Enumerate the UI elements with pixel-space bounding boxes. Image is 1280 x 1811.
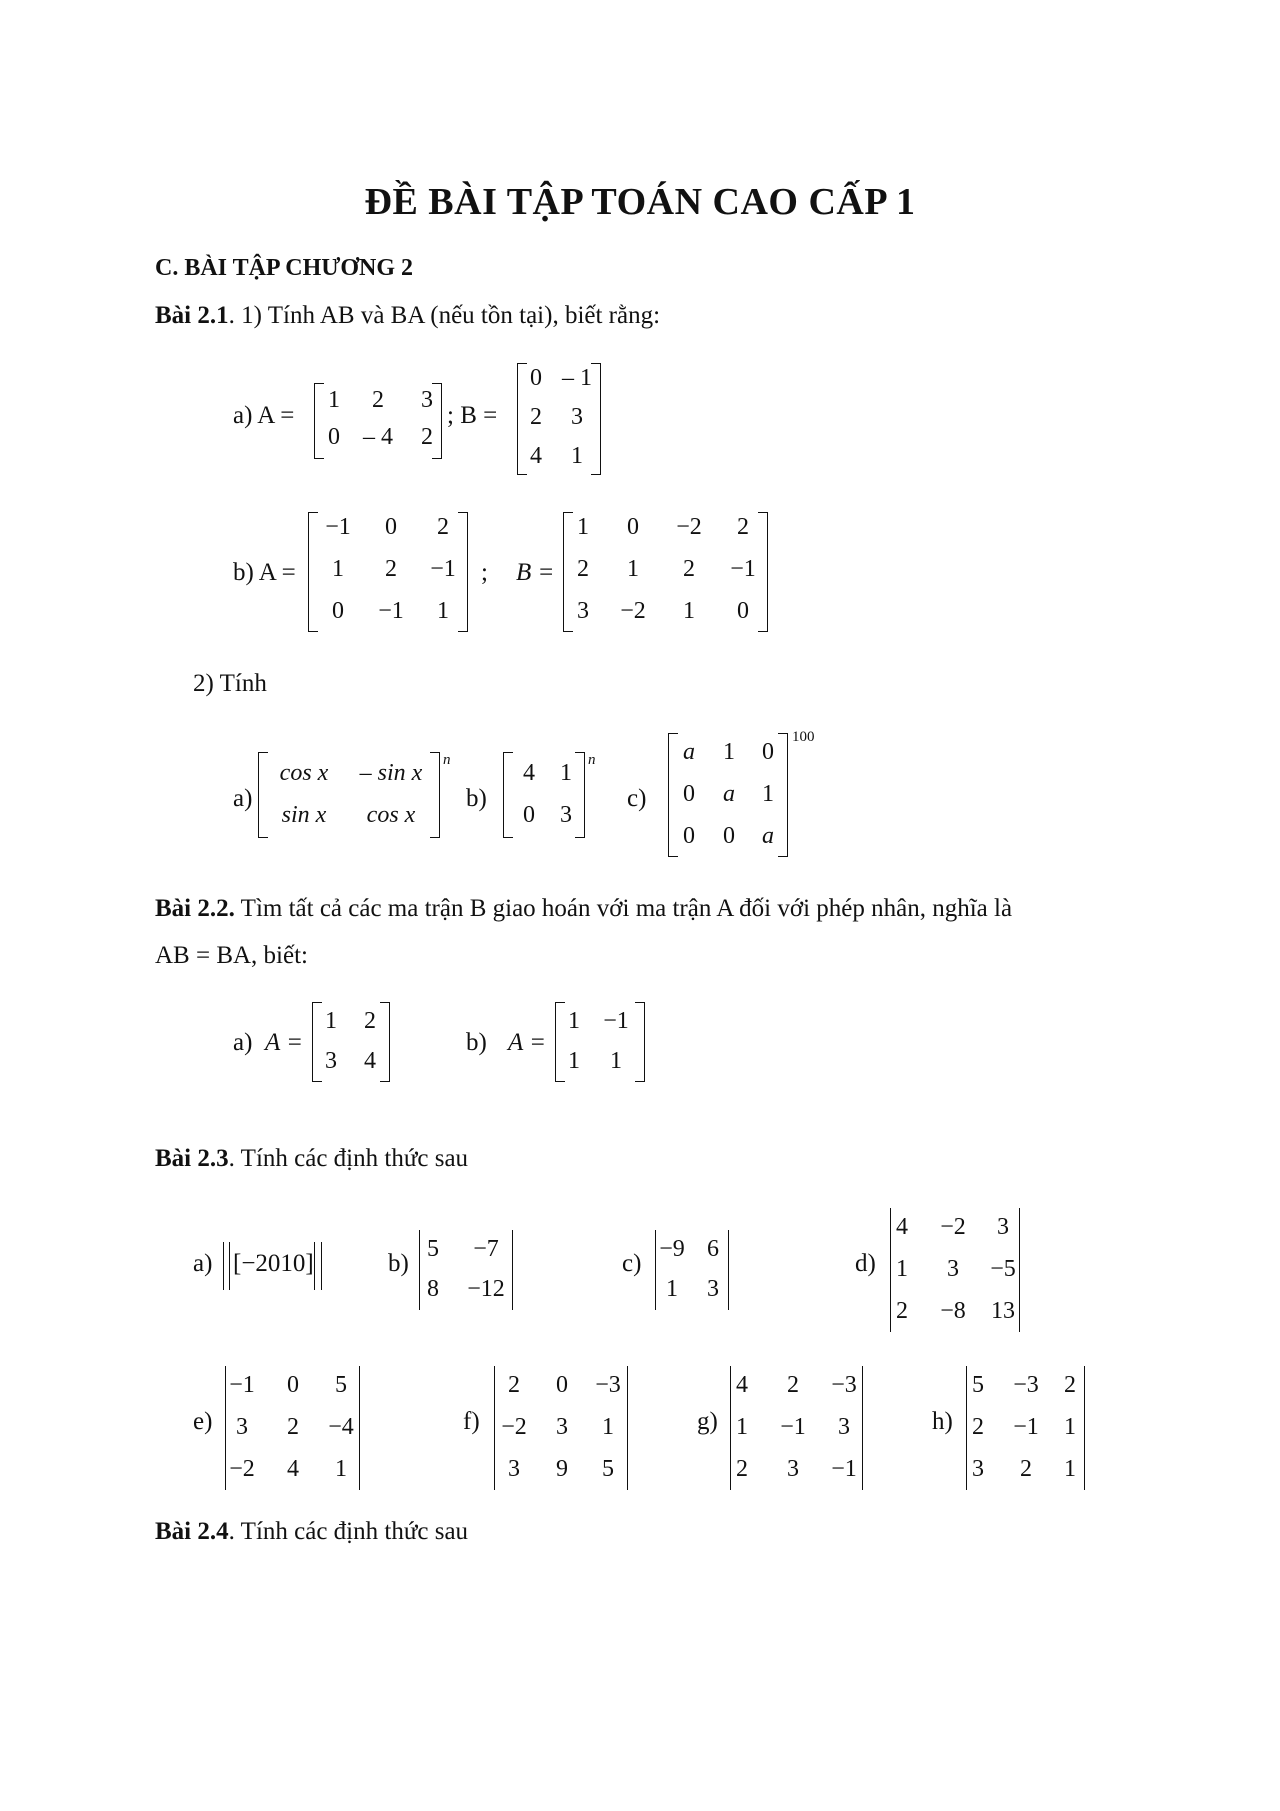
ex-2-1-label: Bài 2.1 (155, 302, 229, 329)
matrix-2-1a-A (314, 383, 442, 459)
matrix-cell: 2 (364, 1008, 376, 1034)
matrix-cell: 13 (991, 1298, 1015, 1324)
ex-2-4-label: Bài 2.4 (155, 1518, 229, 1545)
det-2-3g (730, 1366, 863, 1490)
matrix-cell: 3 (421, 387, 433, 413)
ex-2-3h-label: h) (932, 1408, 953, 1435)
ex-2-3g-label: g) (697, 1408, 718, 1435)
matrix-cell: 1 (610, 1048, 622, 1074)
matrix-cell: 3 (577, 598, 589, 624)
ex-2-1b-B-label: B = (516, 559, 555, 586)
matrix-cell: 1 (568, 1008, 580, 1034)
det-2-3a-value: [−2010] (233, 1250, 314, 1277)
matrix-cell: 0 (683, 823, 695, 849)
matrix-cell: 3 (787, 1456, 799, 1482)
ex-2-1-p2a-label: a) (233, 785, 253, 812)
matrix-cell: 0 (556, 1372, 568, 1398)
matrix-cell: 0 (385, 514, 397, 540)
matrix-cell: 0 (627, 514, 639, 540)
matrix-cell: −5 (990, 1256, 1016, 1282)
bracket-right (430, 752, 440, 838)
matrix-cell: 0 (683, 781, 695, 807)
matrix-cell: 1 (666, 1276, 678, 1302)
matrix-cell: 4 (287, 1456, 299, 1482)
matrix-2-1-p2a (258, 752, 440, 838)
ex-2-4-statement (155, 1518, 468, 1546)
ex-2-1-part2: 2) Tính (193, 670, 267, 697)
matrix-cell: −1 (730, 556, 756, 582)
matrix-cell: 3 (972, 1456, 984, 1482)
ex-2-3f-label: f) (463, 1408, 480, 1435)
section-heading: C. BÀI TẬP CHƯƠNG 2 (155, 255, 414, 281)
matrix-cell: 1 (332, 556, 344, 582)
matrix-cell: 1 (328, 387, 340, 413)
matrix-cell: 0 (287, 1372, 299, 1398)
matrix-cell: 0 (328, 424, 340, 450)
matrix-cell: 9 (556, 1456, 568, 1482)
matrix-cell: 1 (1064, 1456, 1076, 1482)
matrix-2-2a (312, 1002, 390, 1082)
matrix-cell: −1 (325, 514, 351, 540)
ex-2-1-p2c-label: c) (627, 785, 647, 812)
exp-2-1-p2a: n (443, 752, 451, 768)
matrix-cell: a (723, 781, 735, 807)
ex-2-2-label: Bài 2.2. (155, 895, 235, 922)
matrix-cell: 0 (530, 365, 542, 391)
matrix-cell: −4 (328, 1414, 354, 1440)
matrix-cell: 3 (997, 1214, 1009, 1240)
matrix-cell: 6 (707, 1236, 719, 1262)
matrix-cell: 3 (707, 1276, 719, 1302)
ex-2-3b-label: b) (388, 1250, 409, 1277)
matrix-cell: 4 (523, 760, 535, 786)
matrix-cell: 2 (421, 424, 433, 450)
ex-2-3e-label: e) (193, 1408, 213, 1435)
matrix-cell: 1 (577, 514, 589, 540)
matrix-2-1-p2b (503, 752, 585, 838)
ex-2-2b-A: A = (508, 1029, 546, 1056)
matrix-cell: 8 (427, 1276, 439, 1302)
ex-2-2b-label: b) (466, 1029, 487, 1056)
matrix-cell: cos x (366, 802, 416, 828)
matrix-cell: 5 (972, 1372, 984, 1398)
matrix-cell: 1 (1064, 1414, 1076, 1440)
matrix-cell: 4 (896, 1214, 908, 1240)
ex-2-3d-label: d) (855, 1250, 876, 1277)
matrix-cell: 1 (568, 1048, 580, 1074)
matrix-2-1-p2c (668, 733, 788, 857)
matrix-cell: 2 (787, 1372, 799, 1398)
matrix-cell: 0 (332, 598, 344, 624)
matrix-cell: −1 (229, 1372, 255, 1398)
matrix-cell: −1 (603, 1008, 629, 1034)
matrix-cell: 3 (560, 802, 572, 828)
matrix-cell: sin x (281, 802, 327, 828)
matrix-cell: −7 (473, 1236, 499, 1262)
ex-2-3c-label: c) (622, 1250, 642, 1277)
matrix-cell: 2 (508, 1372, 520, 1398)
matrix-cell: 1 (736, 1414, 748, 1440)
matrix-cell: 2 (683, 556, 695, 582)
matrix-cell: −8 (940, 1298, 966, 1324)
matrix-cell: a (683, 739, 695, 765)
ex-2-3-statement (155, 1145, 468, 1173)
matrix-cell: 3 (236, 1414, 248, 1440)
ex-2-2a-A: A = (265, 1029, 303, 1056)
matrix-cell: a (762, 823, 774, 849)
det-2-3d (890, 1208, 1020, 1332)
det-2-3e (225, 1366, 360, 1490)
matrix-cell: 2 (385, 556, 397, 582)
matrix-cell: −1 (831, 1456, 857, 1482)
matrix-cell: 3 (508, 1456, 520, 1482)
matrix-cell: 0 (737, 598, 749, 624)
matrix-2-2b (555, 1002, 645, 1082)
matrix-cell: 1 (627, 556, 639, 582)
matrix-cell: 1 (560, 760, 572, 786)
matrix-cell: 3 (947, 1256, 959, 1282)
det-2-3h (966, 1366, 1085, 1490)
matrix-cell: 3 (571, 404, 583, 430)
exp-2-1-p2c: 100 (792, 729, 815, 745)
matrix-cell: 1 (762, 781, 774, 807)
matrix-cell: −1 (430, 556, 456, 582)
matrix-cell: 5 (602, 1456, 614, 1482)
matrix-cell: 0 (723, 823, 735, 849)
matrix-cell: 3 (556, 1414, 568, 1440)
matrix-cell: 2 (737, 514, 749, 540)
ex-2-2-statement (155, 895, 1155, 923)
matrix-cell: 1 (335, 1456, 347, 1482)
matrix-cell: – sin x (359, 760, 423, 786)
ex-2-3-text: . Tính các định thức sau (228, 1145, 469, 1172)
matrix-cell: 1 (437, 598, 449, 624)
matrix-cell: 1 (325, 1008, 337, 1034)
matrix-cell: −2 (620, 598, 646, 624)
det-2-3c (655, 1230, 729, 1310)
matrix-2-1b-A (308, 512, 468, 632)
matrix-cell: 4 (736, 1372, 748, 1398)
matrix-cell: 4 (530, 443, 542, 469)
matrix-cell: 5 (427, 1236, 439, 1262)
exp-2-1-p2b: n (588, 752, 596, 768)
ex-2-2a-label: a) (233, 1029, 253, 1056)
det-bar-left (223, 1242, 224, 1290)
matrix-cell: – 1 (562, 365, 592, 391)
ex-2-3-label: Bài 2.3 (155, 1145, 229, 1172)
matrix-cell: 5 (335, 1372, 347, 1398)
matrix-cell: 2 (896, 1298, 908, 1324)
matrix-cell: 1 (602, 1414, 614, 1440)
matrix-cell: −1 (780, 1414, 806, 1440)
matrix-cell: 2 (736, 1456, 748, 1482)
matrix-cell: −9 (659, 1236, 685, 1262)
det-2-3b (419, 1230, 513, 1310)
matrix-cell: 2 (577, 556, 589, 582)
matrix-cell: cos x (279, 760, 329, 786)
page-title: ĐỀ BÀI TẬP TOÁN CAO CẤP 1 (364, 181, 916, 223)
matrix-cell: −3 (595, 1372, 621, 1398)
matrix-cell: 2 (972, 1414, 984, 1440)
matrix-cell: 0 (523, 802, 535, 828)
ex-2-1a-sep: ; B = (447, 402, 498, 429)
matrix-cell: −3 (831, 1372, 857, 1398)
matrix-cell: – 4 (363, 424, 393, 450)
det-bar-right (321, 1242, 322, 1290)
matrix-cell: 1 (571, 443, 583, 469)
matrix-cell: −12 (467, 1276, 505, 1302)
matrix-cell: 2 (372, 387, 384, 413)
ex-2-1b-sep: ; (481, 559, 488, 586)
ex-2-4-text: . Tính các định thức sau (228, 1518, 469, 1545)
matrix-cell: 2 (530, 404, 542, 430)
ex-2-2-text1: Tìm tất cả các ma trận B giao hoán với ma trận A đối với phép nhân, nghĩa là (234, 895, 1013, 922)
matrix-cell: 2 (1064, 1372, 1076, 1398)
matrix-cell: 3 (325, 1048, 337, 1074)
ex-2-1-p2b-label: b) (466, 785, 487, 812)
matrix-cell: −1 (1013, 1414, 1039, 1440)
ex-2-2-text2: AB = BA, biết: (155, 942, 308, 969)
ex-2-1b-label: b) A = (233, 559, 296, 586)
det-2-3f (494, 1366, 628, 1490)
matrix-cell: 3 (838, 1414, 850, 1440)
matrix-cell: −1 (378, 598, 404, 624)
matrix-cell: −2 (229, 1456, 255, 1482)
ex-2-1a-label: a) A = (233, 402, 295, 429)
ex-2-1-statement (155, 302, 660, 330)
matrix-cell: −2 (501, 1414, 527, 1440)
matrix-cell: 1 (896, 1256, 908, 1282)
matrix-cell: −2 (940, 1214, 966, 1240)
matrix-cell: 1 (723, 739, 735, 765)
ex-2-3a-label: a) (193, 1250, 213, 1277)
ex-2-1-text: . 1) Tính AB và BA (nếu tồn tại), biết rằng: (228, 302, 661, 329)
matrix-cell: 1 (683, 598, 695, 624)
matrix-cell: 0 (762, 739, 774, 765)
matrix-cell: −2 (676, 514, 702, 540)
matrix-cell: 4 (364, 1048, 376, 1074)
matrix-cell: 2 (437, 514, 449, 540)
matrix-cell: 2 (287, 1414, 299, 1440)
matrix-cell: −3 (1013, 1372, 1039, 1398)
matrix-2-1a-B (517, 363, 601, 475)
matrix-2-1b-B (563, 512, 768, 632)
matrix-cell: 2 (1020, 1456, 1032, 1482)
